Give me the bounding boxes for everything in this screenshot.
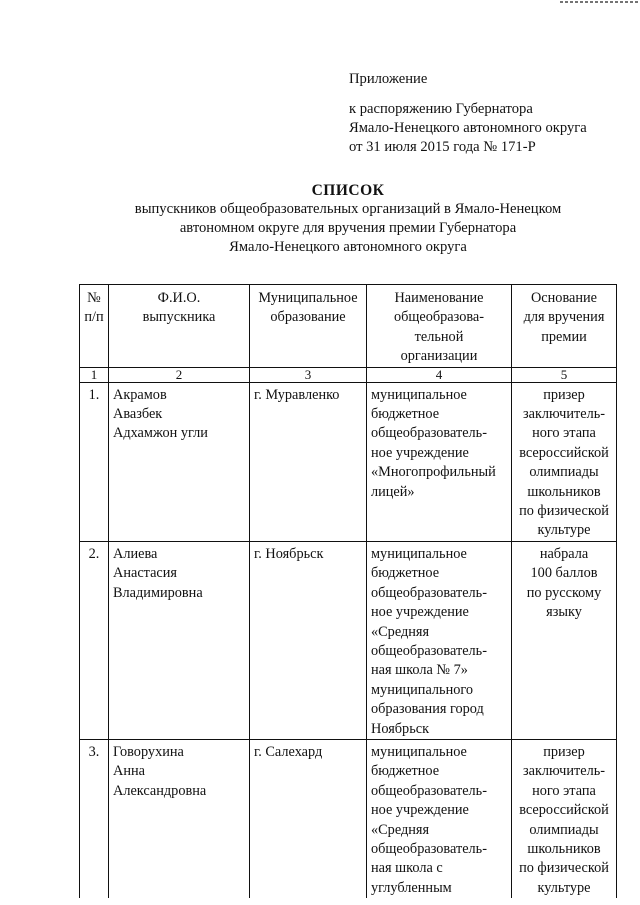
appendix-date-line: от 31 июля 2015 года № 171-Р <box>349 139 536 155</box>
organization: муниципальное бюджетное общеобразователь- ное учреждение «Многопрофильный лицей» <box>367 382 512 541</box>
municipality: г. Салехард <box>250 739 367 898</box>
column-number-row <box>80 367 617 382</box>
column-number: 4 <box>367 367 512 382</box>
organization: муниципальное бюджетное общеобразователь- ное учреждение «Средняя общеобразователь- ная школа № 7» муниципального образования город Ноябрьск <box>367 541 512 739</box>
column-number: 3 <box>250 367 367 382</box>
header-reason: Основание для вручения премии <box>512 285 617 368</box>
graduate-name: Алиева Анастасия Владимировна <box>109 541 250 739</box>
row-number: 2. <box>80 541 109 739</box>
graduate-name: Говорухина Анна Александровна <box>109 739 250 898</box>
table-row <box>80 382 617 541</box>
graduate-name: Акрамов Авазбек Адхамжон угли <box>109 382 250 541</box>
organization: муниципальное бюджетное общеобразователь- ное учреждение «Средняя общеобразователь- ная школа с углубленным <box>367 739 512 898</box>
municipality: г. Муравленко <box>250 382 367 541</box>
document-title: СПИСОК <box>311 182 385 199</box>
header-organization: Наименование общеобразова- тельной организации <box>367 285 512 368</box>
table-header-row <box>80 285 617 368</box>
award-reason: призер заключитель- ного этапа всероссийской олимпиады школьников по физической культуре <box>512 382 617 541</box>
header-full-name: Ф.И.О. выпускника <box>109 285 250 368</box>
municipality: г. Ноябрьск <box>250 541 367 739</box>
column-number: 1 <box>80 367 109 382</box>
heading-line-1: выпускников общеобразовательных организаций в Ямало-Ненецком <box>134 201 562 217</box>
appendix-region-line: Ямало-Ненецкого автономного округа <box>349 120 587 136</box>
header-number: № п/п <box>80 285 109 368</box>
table-row <box>80 541 617 739</box>
document-heading <box>100 181 596 257</box>
graduates-table <box>79 284 617 898</box>
table-row <box>80 739 617 898</box>
header-municipality: Муниципальное образование <box>250 285 367 368</box>
scan-corner-mark <box>560 0 640 6</box>
column-number: 2 <box>109 367 250 382</box>
heading-line-2: автономном округе для вручения премии Губернатора <box>179 220 517 236</box>
appendix-title: Приложение <box>349 71 428 87</box>
award-reason: набрала 100 баллов по русскому языку <box>512 541 617 739</box>
row-number: 3. <box>80 739 109 898</box>
row-number: 1. <box>80 382 109 541</box>
award-reason: призер заключитель- ного этапа всероссийской олимпиады школьников по физической культуре <box>512 739 617 898</box>
appendix-order-line: к распоряжению Губернатора <box>349 101 533 117</box>
appendix-block <box>349 70 587 157</box>
column-number: 5 <box>512 367 617 382</box>
heading-line-3: Ямало-Ненецкого автономного округа <box>229 239 467 255</box>
